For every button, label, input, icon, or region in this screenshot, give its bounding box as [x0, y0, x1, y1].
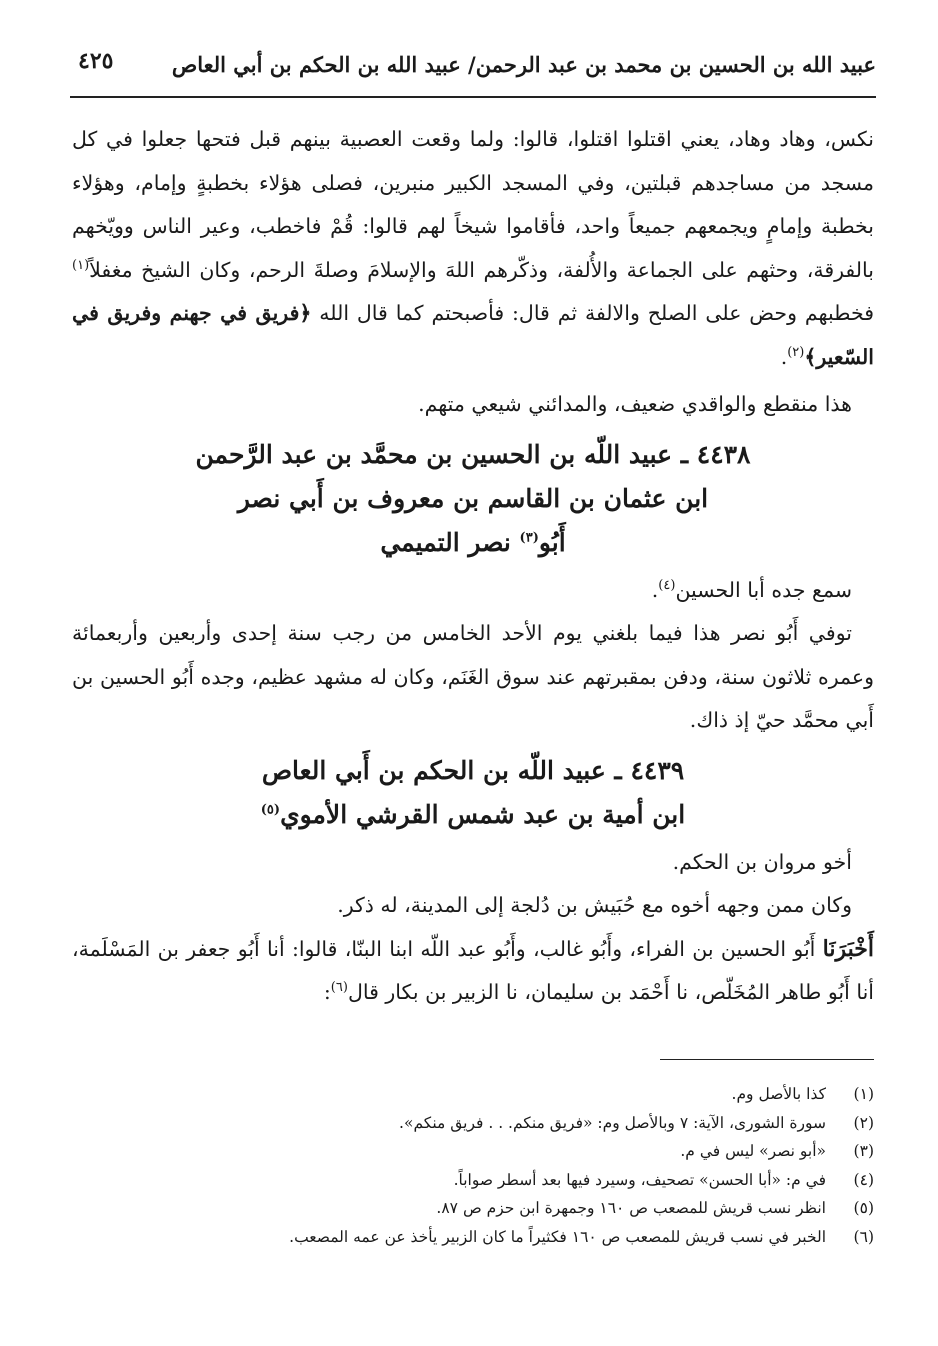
footnote-ref-5: (٥)	[260, 802, 281, 818]
footnote-ref-1: (١)	[72, 257, 90, 273]
main-text	[72, 118, 874, 1015]
page-header	[70, 46, 876, 98]
footnote-text: في م: «أبا الحسن» تصحيف، وسيرد فيها بعد أسطر صواباً.	[453, 1170, 826, 1189]
entry-4438-line1: ٤٤٣٨ ـ عبيد اللّه بن الحسين بن محمَّد بن عبد الرَّحمن	[195, 439, 751, 469]
narrative-text-a: نكس، وهاد وهاد، يعني اقتلوا اقتلوا، قالوا: ولما وقعت العصبية بينهم قبل فتحها جعلوا في كل مسجد من مساجدهم قبلتين، وفي المسجد الكبير منبرين، فصلى هؤلاء بخطبةٍ وإمام، وهؤلاء بخطبة وإمامٍ ويجمعهم جميعاً واحد، فأقاموا شيخاً لهم قالوا: قُمْ فاخطب، وعير الناس وويّخهم بالفرقة، وحثهم على الجماعة والأُلفة، وذكّرهم اللهَ والإسلامَ وصلةَ الرحم، وكان الشيخ مغفلاً	[72, 127, 874, 282]
footnote-ref-6: (٦)	[330, 980, 348, 996]
footnote-row	[80, 1194, 874, 1223]
heard-paragraph	[72, 569, 874, 613]
footnote-text: سورة الشورى، الآية: ٧ وبالأصل وم: «فريق منكم. . . فريق منكم».	[399, 1113, 826, 1132]
footnote-number: (٥)	[853, 1199, 874, 1217]
sent-paragraph: وكان ممن وجهه أخوه مع حُبَيش بن دُلجة إلى المدينة، له ذكر.	[337, 893, 852, 917]
footnote-row	[80, 1137, 874, 1166]
isnad-paragraph	[72, 928, 874, 1015]
entry-title-4438	[72, 433, 874, 565]
page-number: ٤٢٥	[78, 48, 114, 74]
entry-4438-line2: ابن عثمان بن القاسم بن معروف بن أَبي نصر	[237, 483, 709, 513]
isnad-text: أَبُو الحسين بن الفراء، وأَبُو غالب، وأَبُو عبد اللّه ابنا البنّا، قالوا: أنا أَبُو جعفر بن المَسْلَمة، أنا أَبُو طاهر المُخَلّص، نا أَحْمَد بن سليمان، نا الزبير بن بكار قال	[72, 936, 874, 1004]
death-paragraph: توفي أَبُو نصر هذا فيما بلغني يوم الأحد الخامس من رجب سنة إحدى وأربعين وأربعمائة وعمره ثلاثون سنة، ودفن بمقبرتهم عند سوق الغَنَم، وكان له مشهد عظيم، وجده أَبُو الحسين بن أَبي محمَّد حيّ إذ ذاك.	[72, 621, 874, 732]
entry-4438-line3	[72, 521, 874, 565]
running-head: عبيد الله بن الحسين بن محمد بن عبد الرحمن/ عبيد الله بن الحكم بن أبي العاص	[171, 52, 876, 77]
footnote-row	[80, 1080, 874, 1109]
footnote-ref-3: (٣)	[519, 530, 539, 546]
heard-end: .	[651, 577, 659, 602]
entry-4438-line3-b: نصر التميمي	[380, 527, 520, 557]
footnote-text: «أبو نصر» ليس في م.	[680, 1142, 826, 1160]
footnote-number: (٤)	[853, 1170, 874, 1189]
footnote-row	[80, 1109, 874, 1138]
footnote-number: (٣)	[853, 1142, 874, 1160]
footnote-number: (٦)	[853, 1227, 874, 1246]
footnote-text: كذا بالأصل وم.	[731, 1085, 826, 1103]
entry-4439-line2	[72, 793, 874, 837]
footnote-row	[80, 1223, 874, 1252]
akhbarana-word: أَخْبَرَنَا	[822, 935, 874, 962]
narrative-text-b: فخطبهم وحض على الصلح والالفة ثم قال: فأصبحتم كما قال الله	[311, 301, 874, 325]
entry-4439-line1: ٤٤٣٩ ـ عبيد اللّه بن الحكم بن أَبي العاص	[261, 755, 685, 785]
footnote-number: (١)	[853, 1085, 874, 1103]
narrative-paragraph	[72, 118, 874, 379]
entry-4439-line2-text: ابن أمية بن عبد شمس القرشي الأموي	[280, 799, 686, 829]
entry-4438-line3-a: أَبُو	[538, 527, 566, 557]
footnote-number: (٢)	[853, 1113, 874, 1132]
heard-text: سمع جده أبا الحسين	[675, 577, 852, 602]
footnote-divider	[660, 1059, 874, 1060]
isnad-end: :	[323, 980, 331, 1004]
footnote-row	[80, 1166, 874, 1195]
quran-quote: ﴿فريق في جهنم وفريق في السّعير﴾	[72, 301, 874, 369]
brother-paragraph: أخو مروان بن الحكم.	[672, 849, 852, 874]
footnote-ref-2: (٢)	[787, 344, 805, 360]
entry-title-4439	[72, 749, 874, 837]
footnotes	[80, 1080, 874, 1251]
narrative-text-c: .	[780, 344, 788, 369]
footnote-text: انظر نسب قريش للمصعب ص ١٦٠ وجمهرة ابن حزم ص ٨٧.	[436, 1199, 826, 1217]
remark-paragraph: هذا منقطع والواقدي ضعيف، والمدائني شيعي متهم.	[418, 392, 852, 416]
footnote-text: الخبر في نسب قريش للمصعب ص ١٦٠ فكثيراً ما كان الزبير يأخذ عن عمه المصعب.	[289, 1227, 826, 1246]
footnote-ref-4: (٤)	[658, 577, 676, 593]
